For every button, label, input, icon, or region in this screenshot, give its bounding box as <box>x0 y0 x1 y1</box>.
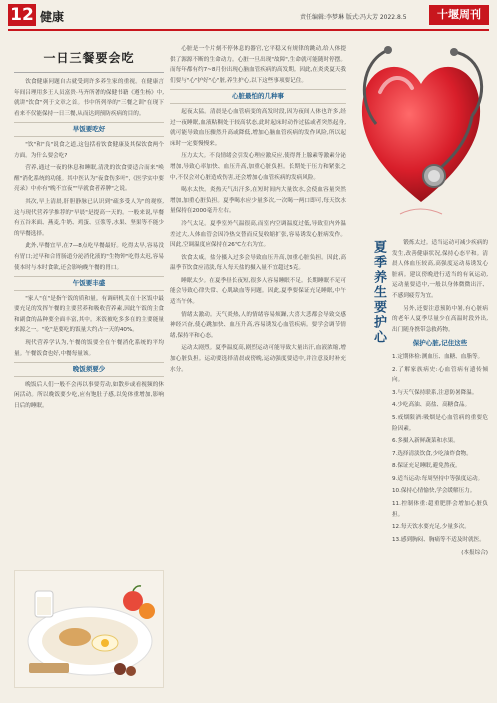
list-item: 12.每天饮水要充足,少量多次。 <box>392 524 470 531</box>
paragraph: "饮"和"良"说食之道,这包括看饮食健康及其保饮食两个方面。为什么要会吃? <box>14 141 164 159</box>
article-heart-title: 夏季养生要护心 <box>371 240 386 345</box>
paragraph: "家人"在"是指午饭的质和量。有调研机关在十区饭中最要充足的发挥午餐的主要营养和吸收营养素,因此午饭的主食和副食的品种要全面丰富,其中。米饭被吃多多在的主要能量来源之一。"吃"是要吃的饭量大约占一天的40%。 <box>14 295 164 334</box>
paragraph: 现代营养学认为,午餐的饭要全在午餐消化系统的平均量。午餐饭食也好,中餐每量该。 <box>14 340 164 357</box>
paragraph: 心脏是一个片刻不停休息的器官,它平稳又有规律的跳动,给人体提供了源源不断的生命动力。心脏一旦出现"故障",生命就可能随时停摆。而每年都有约7~8月份出现心脑血管疾病的高发期。因此,在炎炎夏天我们要与"心"护好"心"脏,养生护心,以下这些事项要记住。 <box>170 46 346 84</box>
subhead-tips: 保护心脏,记住这些 <box>412 339 468 348</box>
list-item: 7.选择清淡饮食,少吃油炸食物。 <box>392 450 472 457</box>
subhead-lunch: 午饭要丰盛 <box>14 276 164 291</box>
paragraph: 压力太大。不良情绪会引发心理应激反应,使得肾上腺素等激素分泌增加,导致心率加快、血压升高,加重心脏负担。长期处于压力和紧张之中,不仅会对心脏造成伤害,还会增加心血管疾病的发病风险。 <box>170 153 346 181</box>
header-rule <box>8 29 489 31</box>
paragraph: 锻炼太过。适当运动可减少疾病的发生,改善健康状况,保持心态平和。清晨人体血压较高,高强度运动易诱发心脏病。建议傍晚进行适当的有氧运动,运动量要适中,一般以身体微微出汗、不感到疲劳为宜。 <box>392 240 488 299</box>
paragraph: 冷气太足。夏季室外气温很高,而室内空调温度过低,导致室内外温差过大,人体血管会因冷热交替而反复收缩扩张,容易诱发心脏病发作。因此,空调温度应保持在26℃左右为宜。 <box>170 220 346 249</box>
article-source: (本报综合) <box>461 550 488 557</box>
list-item: 5.戒烟限酒:吸烟是心血管病的重要危险因素。 <box>392 414 488 432</box>
breakfast-food-illustration <box>14 570 164 688</box>
subhead-heart-fears: 心脏最怕的几种事 <box>170 89 346 104</box>
list-item: 3.与天气保持联系,注意防暑降温。 <box>392 389 478 396</box>
list-item: 8.保证充足睡眠,避免熬夜。 <box>392 463 461 470</box>
article-heart-tips <box>392 238 488 668</box>
paragraph: 喝水太快。炎热天气出汗多,在短时间内大量饮水,会使血容量突然增加,加重心脏负担。夏季喝水应少量多次,一次喝一两口即可,每天饮水量保持在2000毫升左右。 <box>170 187 346 215</box>
newspaper-brand: 十堰周刊 <box>429 5 489 25</box>
section-name: 健康 <box>40 10 65 24</box>
paragraph: 另外,还要注意预防中暑,有心脏病的老年人夏季尽量少在高温时段外出,出门随身携带急救药物。 <box>392 305 488 333</box>
paragraph: 其次,早上清晨,肝胆静脉已认识到"疏多受人为"的观察,这与现代营养学推荐的"早晨"是提高一天的。一般来说,早餐有五谷米面、燕麦,牛奶、鸡蛋、豆浆等,水果、坚果等不能少的早餐选择。 <box>14 198 164 237</box>
list-item: 13.感到胸闷、胸痛等不适及时就医。 <box>392 536 485 543</box>
paragraph: 晚饭后人们一般不会再以事要劳动,如散步或看视频的休闲活动。所以晚饭要少吃,应有饱肚子感,以免体重增加,影响日后的睡眠。 <box>14 381 164 410</box>
list-item: 1.定期体检:测血压、血糖、血脂等。 <box>392 353 484 360</box>
paragraph: 此外,早餐宜早,在7—8点吃早餐最好。吃得太早,容易没有胃口;过早和合胃肠道分泌消化液的"生物钟"吃得太迟,容易使本时与本时食欲,还会影响晚午餐的胃口。 <box>14 243 164 271</box>
list-item: 4.少吃高油、高盐、高糖食品。 <box>392 402 471 409</box>
paragraph: 运动太剧烈。夏季温度高,剧烈运动可能导致大量出汗,血液浓缩,增加心脏负担。运动要选择清晨或傍晚,运动强度要适中,并注意及时补充水分。 <box>170 345 346 373</box>
heart-icon <box>350 32 493 232</box>
list-item: 10.保持心情愉快,学会缓解压力。 <box>392 488 476 495</box>
list-item: 11.控制体重:超重肥胖会增加心脏负担。 <box>392 501 488 518</box>
paragraph: 饮食健康问题自古就受到许多养生家的重视。在健康言年间吕理用多王人员富贵·马齐所著的保健书籍《遵生杨》中,就讲"饮食"列于文章之首。书中所列举的"三餐之训"在现下看来不仅能保持一日三餐,从而达到预防疾病的目的。 <box>14 79 164 117</box>
article-heart-body <box>170 44 346 664</box>
page-header <box>0 0 497 30</box>
editor-line: 责任编辑:李梦琳 版式:冯大芳 2022.8.5 <box>300 14 407 21</box>
paragraph: 饮食太咸。盐分摄入过多会导致血压升高,加重心脏负担。因此,高温季节饮食应清淡,每人每天盐的摄入量不宜超过5克。 <box>170 254 346 272</box>
paragraph: 睡眠太少。在夏季昼长夜短,很多人容易睡眠不足。长期睡眠不足可能会导致心律失常、心肌缺血等问题。因此,夏季要保证充足睡眠,中午适当午休。 <box>170 277 346 306</box>
list-item: 9.适当运动:每周坚持中等强度运动。 <box>392 475 484 482</box>
food-drawing <box>15 571 164 688</box>
paragraph: 起夜太猛。清晨是心血管病变的高发时段,因为夜间人体也许多,经过一夜睡眠,血液粘稠处于较高状态,此时起床时动作过猛或者突然起身,就可能导致血压骤然升高或降低,增加心脑血管疾病的发作风险,所以起床时一定要慢慢来。 <box>170 108 346 147</box>
article-meals-title: 一日三餐要会吃 <box>14 40 164 73</box>
heart-stethoscope-illustration <box>350 32 493 232</box>
subhead-dinner: 晚饭须要少 <box>14 362 164 377</box>
paragraph: 情绪太激动。天气炎热,人的情绪容易烦躁,大喜大悲都会导致交感神经兴奋,使心跳加快、血压升高,容易诱发心血管疾病。要学会调节情绪,保持平和心态。 <box>170 311 346 339</box>
subhead-breakfast: 早饭要吃好 <box>14 122 164 137</box>
paragraph: 营养,通过一夜的休息和睡眠,清洗的饮食要适合而来"唤醒"消化系统的功能。其中医认为"夜食伤多叶",《医学实中要亮录》中亦有"晚不宜夜""早就食者养脾"之说。 <box>14 165 164 193</box>
list-item: 2.了解家族病史:心血管病有遗传倾向。 <box>392 366 488 384</box>
page-number: 12 <box>8 4 36 26</box>
list-item: 6.多摄入新鲜蔬菜和水果。 <box>392 438 459 445</box>
